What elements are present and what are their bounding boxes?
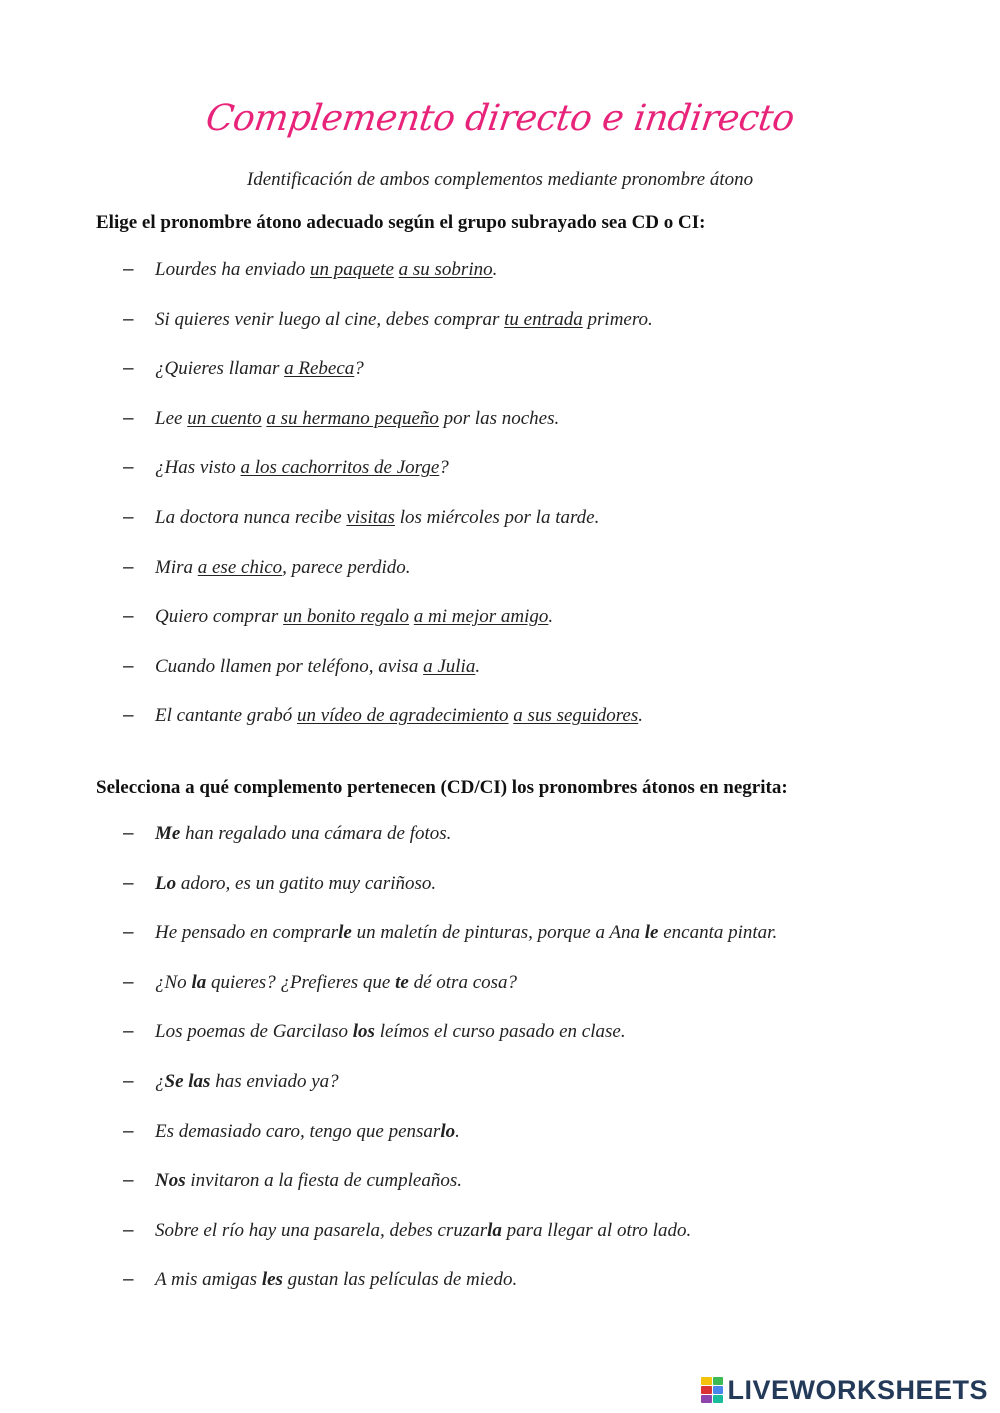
sentence-text	[155, 823, 451, 845]
sentence-text	[155, 606, 553, 628]
sentence-fragment: un maletín de pinturas, porque a Ana	[351, 922, 645, 944]
sentence-fragment: primero.	[582, 308, 653, 330]
logo-square	[701, 1377, 712, 1385]
bold-pronoun: Me	[155, 823, 181, 844]
underlined-group: visitas	[346, 506, 395, 528]
section1-list	[0, 259, 1000, 755]
sentence-text	[155, 1071, 339, 1093]
sentence-text	[155, 557, 411, 579]
list-item	[0, 705, 1000, 755]
page-subtitle: Identificación de ambos complementos mediante pronombre átono	[246, 169, 754, 190]
dash-bullet: –	[123, 1021, 134, 1043]
logo-square	[713, 1395, 724, 1403]
dash-bullet: –	[123, 1070, 134, 1092]
sentence-fragment: Quiero comprar	[155, 606, 284, 628]
sentence-fragment: han regalado una cámara de fotos.	[180, 823, 452, 844]
list-item	[0, 1269, 1000, 1319]
sentence-fragment: , parece perdido.	[282, 556, 411, 578]
liveworksheets-brand	[701, 1375, 988, 1405]
dash-bullet: –	[123, 308, 134, 330]
sentence-fragment: Mira	[155, 556, 198, 578]
list-item	[0, 1121, 1000, 1171]
sentence-fragment: por las noches.	[438, 407, 560, 429]
list-item	[0, 823, 1000, 873]
sentence-text	[155, 873, 436, 895]
underlined-group: a mi mejor amigo	[413, 606, 549, 628]
list-item	[0, 259, 1000, 309]
underlined-group: a ese chico	[197, 556, 283, 578]
sentence-fragment: A mis amigas	[155, 1269, 262, 1291]
sentence-text	[155, 457, 449, 479]
sentence-fragment: Es demasiado caro, tengo que pensar	[155, 1120, 441, 1142]
dash-bullet: –	[123, 1269, 134, 1291]
list-item	[0, 972, 1000, 1022]
list-item	[0, 1170, 1000, 1220]
list-item	[0, 1071, 1000, 1121]
bold-pronoun: Lo	[155, 872, 177, 894]
brand-name: LIVEWORKSHEETS	[727, 1374, 988, 1405]
sentence-fragment: los miércoles por la tarde.	[394, 506, 600, 528]
list-item	[0, 309, 1000, 359]
sentence-fragment: quieres? ¿Prefieres que	[206, 971, 396, 993]
sentence-text	[155, 922, 777, 944]
sentence-fragment: gustan las películas de miedo.	[282, 1269, 518, 1291]
sentence-text	[155, 358, 364, 380]
underlined-group: a sus seguidores	[513, 705, 639, 727]
underlined-group: un bonito regalo	[283, 606, 410, 628]
underlined-group: a su hermano pequeño	[266, 407, 439, 429]
sentence-fragment: invitaron a la fiesta de cumpleaños.	[185, 1170, 462, 1192]
page-title: Complemento directo e indirecto	[203, 98, 797, 139]
bold-pronoun: Se las	[164, 1070, 211, 1092]
sentence-fragment: dé otra cosa?	[408, 971, 518, 993]
sentence-fragment: .	[492, 259, 498, 280]
sentence-text	[155, 656, 480, 678]
sentence-fragment: Cuando llamen por teléfono, avisa	[155, 655, 424, 677]
sentence-fragment: Si quieres venir luego al cine, debes comprar	[155, 308, 505, 330]
dash-bullet: –	[123, 506, 134, 528]
sentence-fragment: ¿Quieres llamar	[155, 358, 285, 380]
dash-bullet: –	[123, 655, 134, 677]
dash-bullet: –	[123, 407, 134, 429]
sentence-fragment: He pensado en comprar	[155, 922, 339, 944]
sentence-fragment: Lourdes ha enviado	[155, 259, 310, 280]
sentence-fragment: ¿No	[155, 971, 192, 993]
sentence-text	[155, 507, 599, 529]
underlined-group: tu entrada	[504, 308, 583, 330]
sentence-fragment: .	[455, 1120, 460, 1142]
underlined-group: un cuento	[187, 407, 262, 429]
sentence-fragment: ¿	[155, 1070, 165, 1092]
underlined-group: a su sobrino	[398, 259, 493, 280]
liveworksheets-logo-icon	[701, 1377, 723, 1403]
sentence-fragment: ?	[354, 358, 364, 380]
underlined-group: a los cachorritos de Jorge	[240, 457, 440, 479]
underlined-group: a Rebeca	[284, 358, 355, 380]
section1-instruction: Elige el pronombre átono adecuado según el grupo subrayado sea CD o CI:	[96, 212, 706, 233]
bold-pronoun: les	[261, 1269, 283, 1291]
dash-bullet: –	[123, 259, 134, 280]
dash-bullet: –	[123, 1170, 134, 1192]
dash-bullet: –	[123, 971, 134, 993]
logo-square	[701, 1395, 712, 1403]
dash-bullet: –	[123, 606, 134, 628]
dash-bullet: –	[123, 823, 134, 844]
sentence-text	[155, 972, 517, 994]
dash-bullet: –	[123, 705, 134, 727]
sentence-text	[155, 1220, 691, 1242]
section2-instruction: Selecciona a qué complemento pertenecen (CD/CI) los pronombres átonos en negrita:	[96, 777, 788, 798]
sentence-fragment: .	[475, 655, 481, 677]
list-item	[0, 358, 1000, 408]
sentence-fragment: para llegar al otro lado.	[501, 1219, 692, 1241]
dash-bullet: –	[123, 872, 134, 894]
bold-pronoun: lo	[440, 1120, 456, 1142]
bold-pronoun: le	[644, 922, 659, 944]
dash-bullet: –	[123, 358, 134, 380]
list-item	[0, 457, 1000, 507]
logo-square	[701, 1386, 712, 1394]
sentence-text	[155, 1269, 517, 1291]
list-item	[0, 873, 1000, 923]
sentence-fragment: La doctora nunca recibe	[155, 506, 347, 528]
list-item	[0, 922, 1000, 972]
bold-pronoun: te	[395, 971, 409, 993]
list-item	[0, 408, 1000, 458]
bold-pronoun: Nos	[155, 1170, 186, 1192]
list-item	[0, 1021, 1000, 1071]
sentence-fragment: encanta pintar.	[658, 922, 778, 944]
list-item	[0, 606, 1000, 656]
sentence-fragment: .	[638, 705, 643, 727]
bold-pronoun: la	[487, 1219, 502, 1241]
sentence-text	[155, 705, 643, 727]
underlined-group: a Julia	[423, 655, 476, 677]
list-item	[0, 656, 1000, 706]
sentence-fragment: Los poemas de Garcilaso	[155, 1021, 353, 1043]
logo-square	[713, 1377, 724, 1385]
sentence-fragment: ?	[439, 457, 449, 479]
list-item	[0, 507, 1000, 557]
dash-bullet: –	[123, 556, 134, 578]
dash-bullet: –	[123, 1120, 134, 1142]
logo-square	[713, 1386, 724, 1394]
bold-pronoun: los	[352, 1021, 375, 1043]
sentence-text	[155, 309, 653, 331]
list-item	[0, 1220, 1000, 1270]
bold-pronoun: le	[338, 922, 352, 944]
sentence-text	[155, 1121, 460, 1143]
sentence-text	[155, 259, 497, 281]
list-item	[0, 557, 1000, 607]
sentence-fragment: leímos el curso pasado en clase.	[374, 1021, 626, 1043]
sentence-text	[155, 408, 559, 430]
sentence-fragment: ¿Has visto	[155, 457, 241, 479]
sentence-fragment: El cantante grabó	[155, 705, 297, 727]
dash-bullet: –	[123, 1219, 134, 1241]
bold-pronoun: la	[191, 971, 207, 993]
dash-bullet: –	[123, 457, 134, 479]
sentence-fragment: has enviado ya?	[210, 1070, 339, 1092]
underlined-group: un paquete	[309, 259, 394, 280]
sentence-text	[155, 1021, 626, 1043]
sentence-fragment: Sobre el río hay una pasarela, debes cruzar	[155, 1219, 488, 1241]
section2-list	[0, 823, 1000, 1319]
sentence-fragment: adoro, es un gatito muy cariñoso.	[176, 872, 437, 894]
sentence-text	[155, 1170, 462, 1192]
sentence-fragment: .	[548, 606, 554, 628]
sentence-fragment: Lee	[155, 407, 188, 429]
underlined-group: un vídeo de agradecimiento	[296, 705, 509, 727]
dash-bullet: –	[123, 922, 134, 944]
